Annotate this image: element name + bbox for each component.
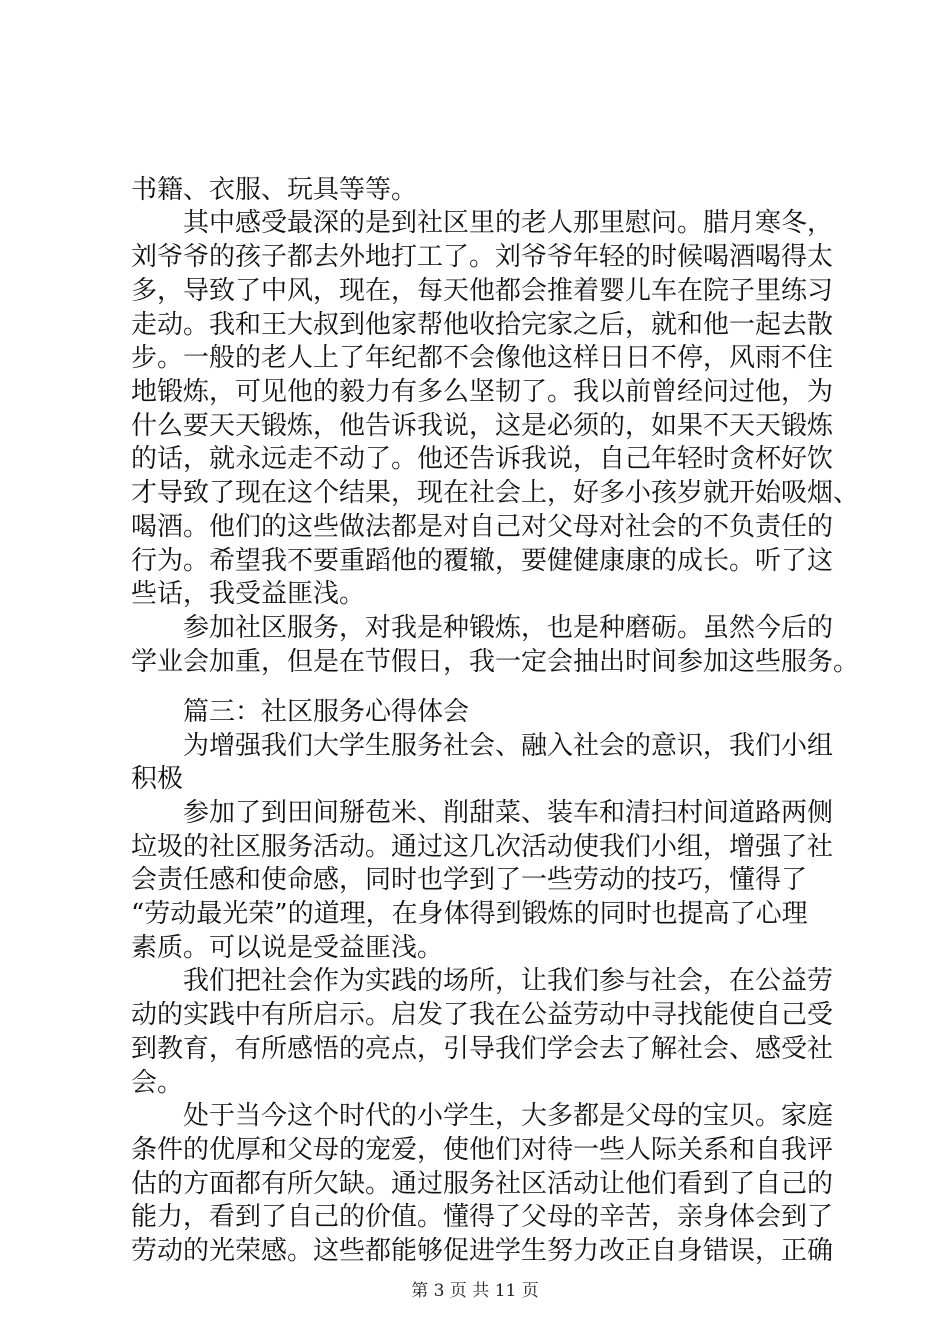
text-line: 会责任感和使命感，同时也学到了一些劳动的技巧，懂得了	[131, 865, 808, 895]
text-line: 学业会加重，但是在节假日，我一定会抽出时间参加这些服务。	[131, 647, 860, 677]
text-line: 步。一般的老人上了年纪都不会像他这样日日不停，风雨不住	[131, 343, 834, 373]
text-line: “劳动最光荣”的道理，在身体得到锻炼的同时也提高了心理	[131, 899, 808, 929]
text-line: 能力，看到了自己的价值。懂得了父母的辛苦，亲身体会到了	[131, 1202, 834, 1232]
text-line: 行为。希望我不要重蹈他的覆辙，要健健康康的成长。听了这	[131, 546, 834, 576]
text-line: 书籍、衣服、玩具等等。	[131, 175, 418, 205]
text-line: 为增强我们大学生服务社会、融入社会的意识，我们小组	[183, 731, 834, 761]
text-line: 些话，我受益匪浅。	[131, 579, 366, 609]
page-number-footer: 第 3 页 共 11 页	[411, 1281, 539, 1301]
text-line: 的话，就永远走不动了。他还告诉我说，自己年轻时贪杯好饮	[131, 444, 834, 474]
text-line: 到教育，有所感悟的亮点，引导我们学会去了解社会、感受社	[131, 1034, 834, 1064]
text-line: 参加了到田间掰苞米、削甜菜、装车和清扫村间道路两侧	[183, 798, 834, 828]
text-line: 多，导致了中风，现在，每天他都会推着婴儿车在院子里练习	[131, 276, 834, 306]
text-line: 参加社区服务，对我是种锻炼，也是种磨砺。虽然今后的	[183, 613, 834, 643]
text-line: 会。	[131, 1068, 184, 1098]
text-line: 我们把社会作为实践的场所，让我们参与社会，在公益劳	[183, 966, 834, 996]
text-line: 刘爷爷的孩子都去外地打工了。刘爷爷年轻的时候喝酒喝得太	[131, 242, 834, 272]
text-line: 条件的优厚和父母的宠爱，使他们对待一些人际关系和自我评	[131, 1135, 834, 1165]
text-line: 其中感受最深的是到社区里的老人那里慰问。腊月寒冬，	[183, 208, 834, 238]
text-line: 地锻炼，可见他的毅力有多么坚韧了。我以前曾经问过他，为	[131, 377, 834, 407]
text-line: 才导致了现在这个结果，现在社会上，好多小孩岁就开始吸烟、	[131, 478, 860, 508]
text-line: 喝酒。他们的这些做法都是对自己对父母对社会的不负责任的	[131, 512, 834, 542]
text-line: 处于当今这个时代的小学生，大多都是父母的宝贝。家庭	[183, 1101, 834, 1131]
text-line: 估的方面都有所欠缺。通过服务社区活动让他们看到了自己的	[131, 1169, 834, 1199]
text-line: 垃圾的社区服务活动。通过这几次活动使我们小组，增强了社	[131, 832, 834, 862]
text-line: 素质。可以说是受益匪浅。	[131, 933, 444, 963]
text-line: 动的实践中有所启示。启发了我在公益劳动中寻找能使自己受	[131, 1000, 834, 1030]
text-line: 劳动的光荣感。这些都能够促进学生努力改正自身错误，正确	[131, 1236, 834, 1266]
text-line: 什么要天天锻炼，他告诉我说，这是必须的，如果不天天锻炼	[131, 411, 834, 441]
section-heading: 篇三：社区服务心得体会	[183, 697, 470, 727]
text-line: 走动。我和王大叔到他家帮他收拾完家之后，就和他一起去散	[131, 310, 834, 340]
text-line: 积极	[131, 764, 184, 794]
